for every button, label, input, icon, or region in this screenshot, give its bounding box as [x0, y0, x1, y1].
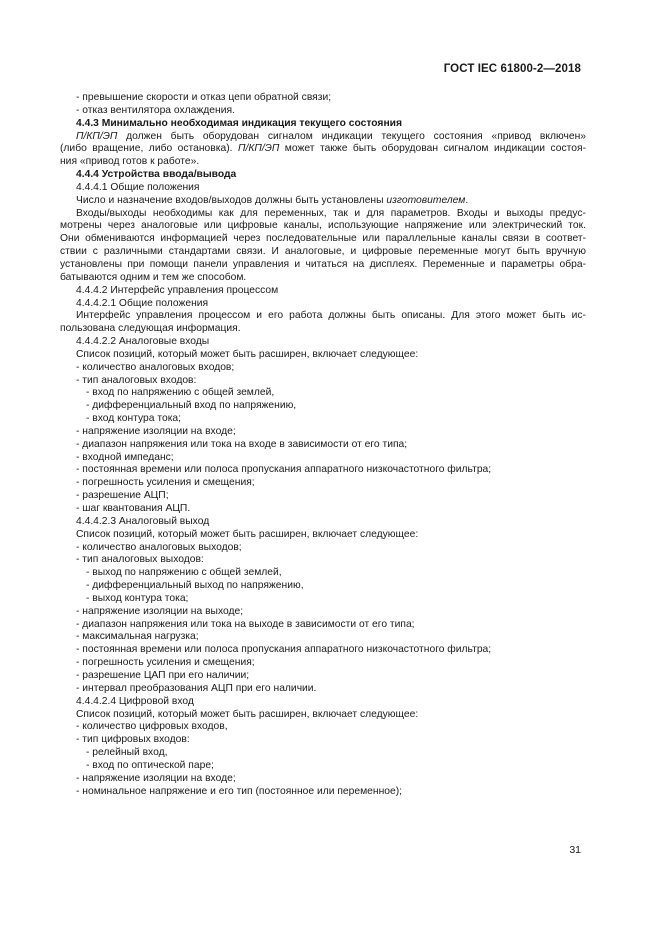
text-line: 4.4.4.2.4 Цифровой вход [76, 695, 194, 707]
text-line: - отказ вентилятора охлаждения. [76, 104, 235, 116]
document-body [60, 92, 586, 798]
text-span: П/КП/ЭП [76, 130, 118, 142]
text-line: Список позиций, который может быть расширен, включает следующее: [76, 348, 419, 360]
text-line: - погрешность усиления и смещения; [76, 477, 255, 489]
text-line: - погрешность усиления и смещения; [76, 657, 255, 669]
text-line: 4.4.4.2.1 Общие положения [76, 297, 209, 309]
text-line: - вход по оптической паре; [86, 759, 214, 771]
text-line: - тип аналоговых входов: [76, 374, 197, 386]
text-span: изготовителем [386, 194, 466, 206]
text-line: - диапазон напряжения или тока на входе в зависимости от его типа; [76, 438, 408, 450]
text-line: - диапазон напряжения или тока на выходе в зависимости от его типа; [76, 618, 415, 630]
text-line: ствии с различными стандартами связи. И аналоговые, и цифровые переменные могут быть вручную [60, 246, 586, 258]
text-line: Список позиций, который может быть расширен, включает следующее: [76, 708, 419, 720]
text-line: - разрешение ЦАП при его наличии; [76, 669, 250, 681]
text-line [60, 195, 586, 208]
text-span: должен быть оборудован сигналом индикации текущего состояния «привод включен» [117, 130, 586, 142]
text-line: - дифференциальный выход по напряжению, [86, 580, 304, 592]
text-line: - напряжение изоляции на выходе; [76, 605, 244, 617]
text-line: Входы/выходы необходимы как для переменных, так и для параметров. Входы и выходы предус- [76, 207, 586, 219]
text-line: 4.4.3 Минимально необходимая индикация текущего состояния [76, 117, 403, 129]
text-line: пользована следующая информация. [60, 323, 241, 335]
text-line: - постоянная времени или полоса пропускания аппаратного низкочастотного фильтра; [76, 644, 492, 656]
text-line: - постоянная времени или полоса пропускания аппаратного низкочастотного фильтра; [76, 464, 492, 476]
text-line [60, 143, 586, 156]
text-line: - количество аналоговых выходов; [76, 541, 242, 553]
text-span: . [465, 194, 469, 206]
text-line: - максимальная нагрузка; [76, 631, 199, 643]
page-number: 31 [569, 844, 581, 856]
text-line: - напряжение изоляции на входе; [76, 425, 236, 437]
text-span: (либо вращение, либо остановка). [60, 143, 238, 155]
text-line: - интервал преобразования АЦП при его наличии. [76, 682, 317, 694]
text-line: - разрешение АЦП; [76, 490, 169, 502]
text-line: - превышение скорости и отказ цепи обратной связи; [76, 92, 332, 103]
text-line [60, 131, 586, 144]
text-line: - входной импеданс; [76, 451, 174, 463]
text-line: - дифференциальный вход по напряжению, [86, 400, 297, 412]
text-line: батываются одним и тем же способом. [60, 271, 247, 283]
text-span: П/КП/ЭП [238, 143, 280, 155]
text-line: 4.4.4.2 Интерфейс управления процессом [76, 284, 279, 296]
text-line: Интерфейс управления процессом и его работа должны быть описаны. Для этого может быть ис- [76, 310, 586, 322]
text-line: Список позиций, который может быть расширен, включает следующее: [76, 528, 419, 540]
text-line: - релейный вход, [86, 747, 168, 759]
document-header: ГОСТ IEC 61800-2—2018 [443, 63, 581, 75]
text-line: - выход контура тока; [86, 592, 189, 604]
text-span: может также быть оборудован сигналом индикации состоя- [279, 143, 587, 155]
text-line: - номинальное напряжение и его тип (постоянное или переменное); [76, 785, 403, 797]
text-line: 4.4.4.2.3 Аналоговый выход [76, 515, 210, 527]
text-line: - выход по напряжению с общей землей, [86, 567, 282, 579]
text-line: Они обмениваются информацией через последовательные или параллельные каналы связи в соответ- [60, 233, 586, 245]
text-line: установлены при помощи панели управления и читаться на дисплеях. Переменные и параметры обра- [60, 258, 586, 270]
text-line: - тип аналоговых выходов: [76, 554, 204, 566]
text-line: - шаг квантования АЦП. [76, 503, 191, 514]
text-line: 4.4.4 Устройства ввода/вывода [76, 169, 237, 181]
text-line: - тип цифровых входов: [76, 734, 190, 746]
text-line: мотрены через аналоговые или цифровые каналы, использующие напряжение или электрический ток. [60, 220, 586, 232]
text-span: Число и назначение входов/выходов должны быть установлены [76, 194, 387, 206]
text-line: - количество цифровых входов, [76, 721, 228, 733]
text-line: ния «привод готов к работе». [60, 156, 200, 168]
text-line: - напряжение изоляции на входе; [76, 772, 236, 784]
text-line: - количество аналоговых входов; [76, 361, 235, 373]
text-line: 4.4.4.1 Общие положения [76, 181, 200, 193]
text-line: - вход по напряжению с общей землей, [86, 387, 275, 399]
text-line: 4.4.4.2.2 Аналоговые входы [76, 336, 210, 348]
text-line: - вход контура тока; [86, 413, 182, 425]
